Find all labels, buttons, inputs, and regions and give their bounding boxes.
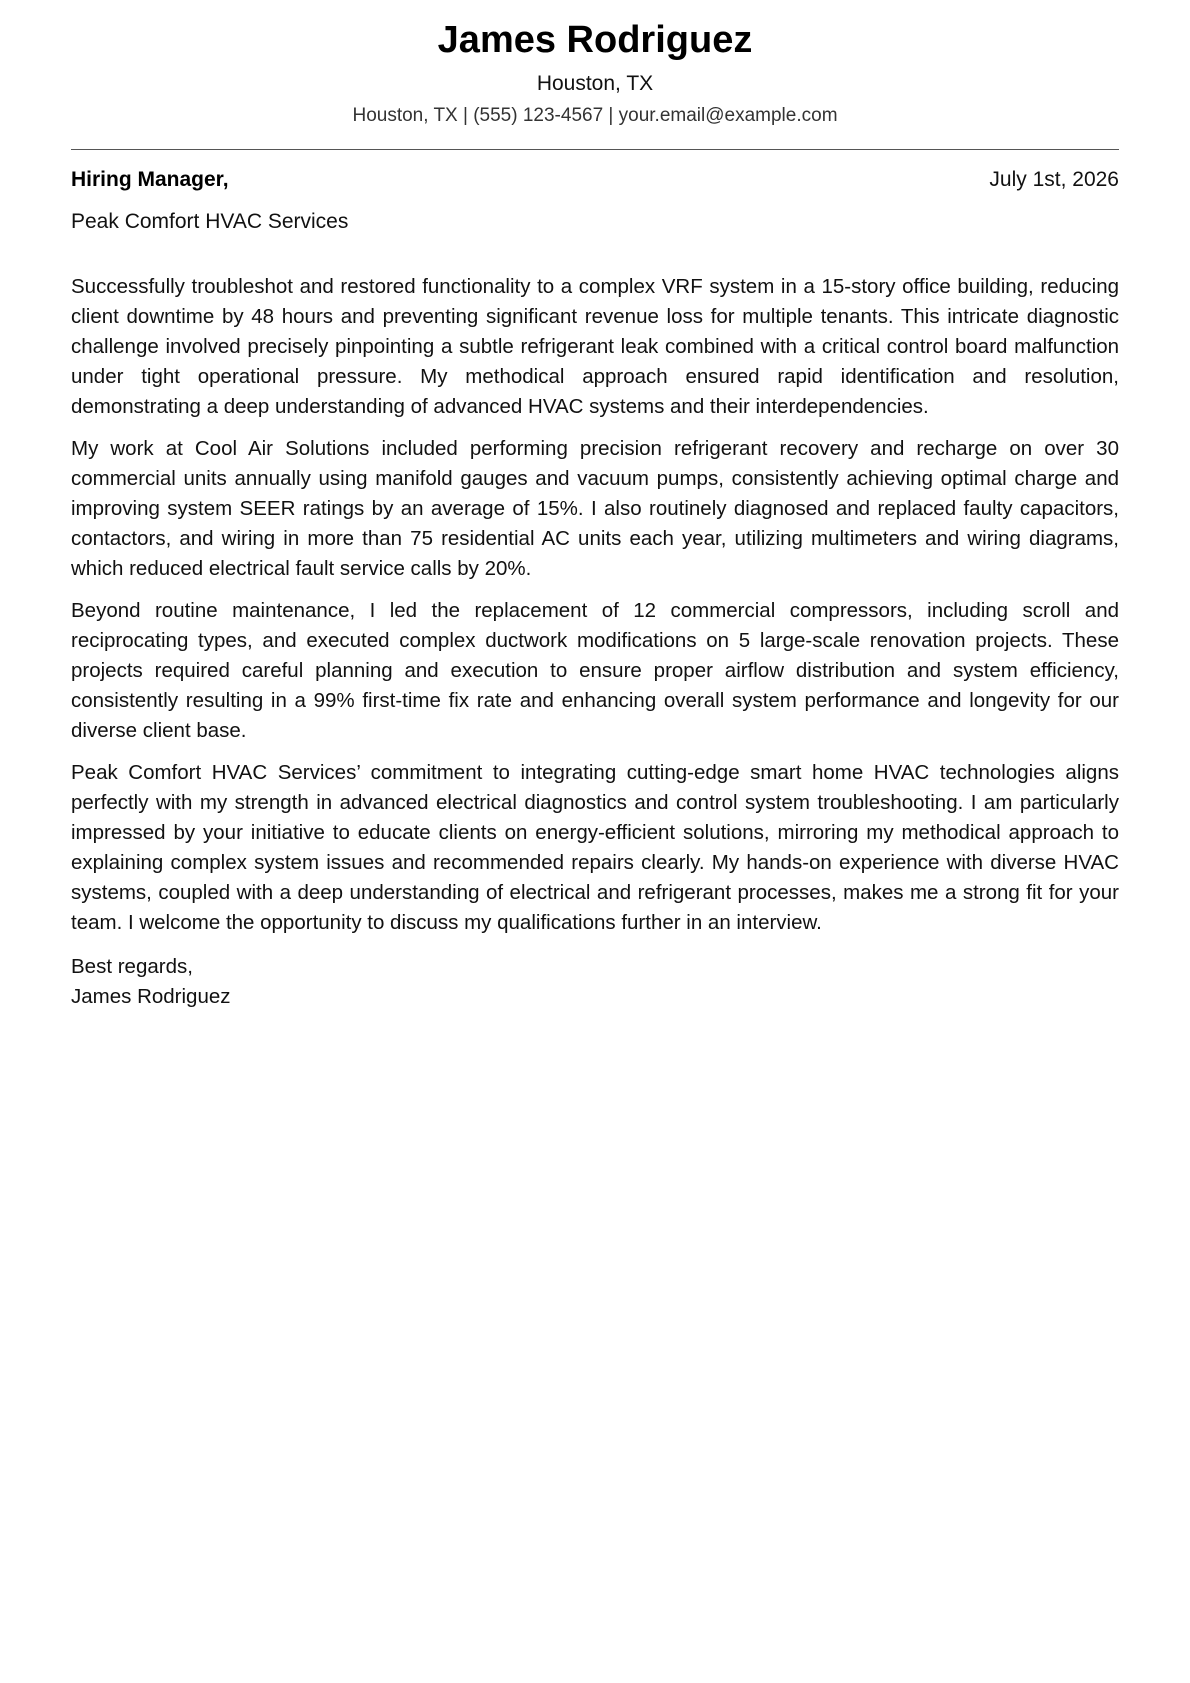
header-divider xyxy=(71,149,1119,150)
letter-date: July 1st, 2026 xyxy=(989,168,1119,191)
body-paragraph-1: Successfully troubleshot and restored functionality to a complex VRF system in a 15-story office building, reducing client downtime by 48 hours and preventing significant revenue loss for multiple tenants. This intricate diagnostic challenge involved precisely pinpointing a subtle refrigerant leak combined with a critical control board malfunction under tight operational pressure. My methodical approach ensured rapid identification and resolution, demonstrating a deep understanding of advanced HVAC systems and their interdependencies. xyxy=(71,275,1119,418)
applicant-location: Houston, TX xyxy=(536,72,654,95)
applicant-contact-line: Houston, TX | (555) 123-4567 | your.email@example.com xyxy=(352,105,838,126)
letter-closing xyxy=(71,952,1119,1012)
body-paragraph-2: My work at Cool Air Solutions included performing precision refrigerant recovery and recharge on over 30 commercial units annually using manifold gauges and vacuum pumps, consistently achieving optimal charge and improving system SEER ratings by an average of 15%. I also routinely diagnosed and replaced faulty capacitors, contactors, and wiring in more than 75 residential AC units each year, utilizing multimeters and wiring diagrams, which reduced electrical fault service calls by 20%. xyxy=(71,437,1119,580)
recipient-date-row xyxy=(71,166,1119,194)
signature-name: James Rodriguez xyxy=(71,985,231,1008)
letter-header xyxy=(71,0,1119,129)
letter-body xyxy=(71,272,1119,938)
recipient-company: Peak Comfort HVAC Services xyxy=(71,210,349,233)
recipient-salutation: Hiring Manager, xyxy=(71,168,229,191)
closing-phrase: Best regards, xyxy=(71,955,193,978)
body-paragraph-4: Peak Comfort HVAC Services’ commitment to integrating cutting-edge smart home HVAC technologies aligns perfectly with my strength in advanced electrical diagnostics and control system troubleshooting. I am particularly impressed by your initiative to educate clients on energy-efficient solutions, mirroring my methodical approach to explaining complex system issues and recommended repairs clearly. My hands-on experience with diverse HVAC systems, coupled with a deep understanding of electrical and refrigerant processes, makes me a strong fit for your team. I welcome the opportunity to discuss my qualifications further in an interview. xyxy=(71,761,1119,934)
applicant-name: James Rodriguez xyxy=(437,19,753,61)
body-paragraph-3: Beyond routine maintenance, I led the replacement of 12 commercial compressors, including scroll and reciprocating types, and executed complex ductwork modifications on 5 large-scale renovation projects. These projects required careful planning and execution to ensure proper airflow distribution and system efficiency, consistently resulting in a 99% first-time fix rate and enhancing overall system performance and longevity for our diverse client base. xyxy=(71,599,1119,742)
